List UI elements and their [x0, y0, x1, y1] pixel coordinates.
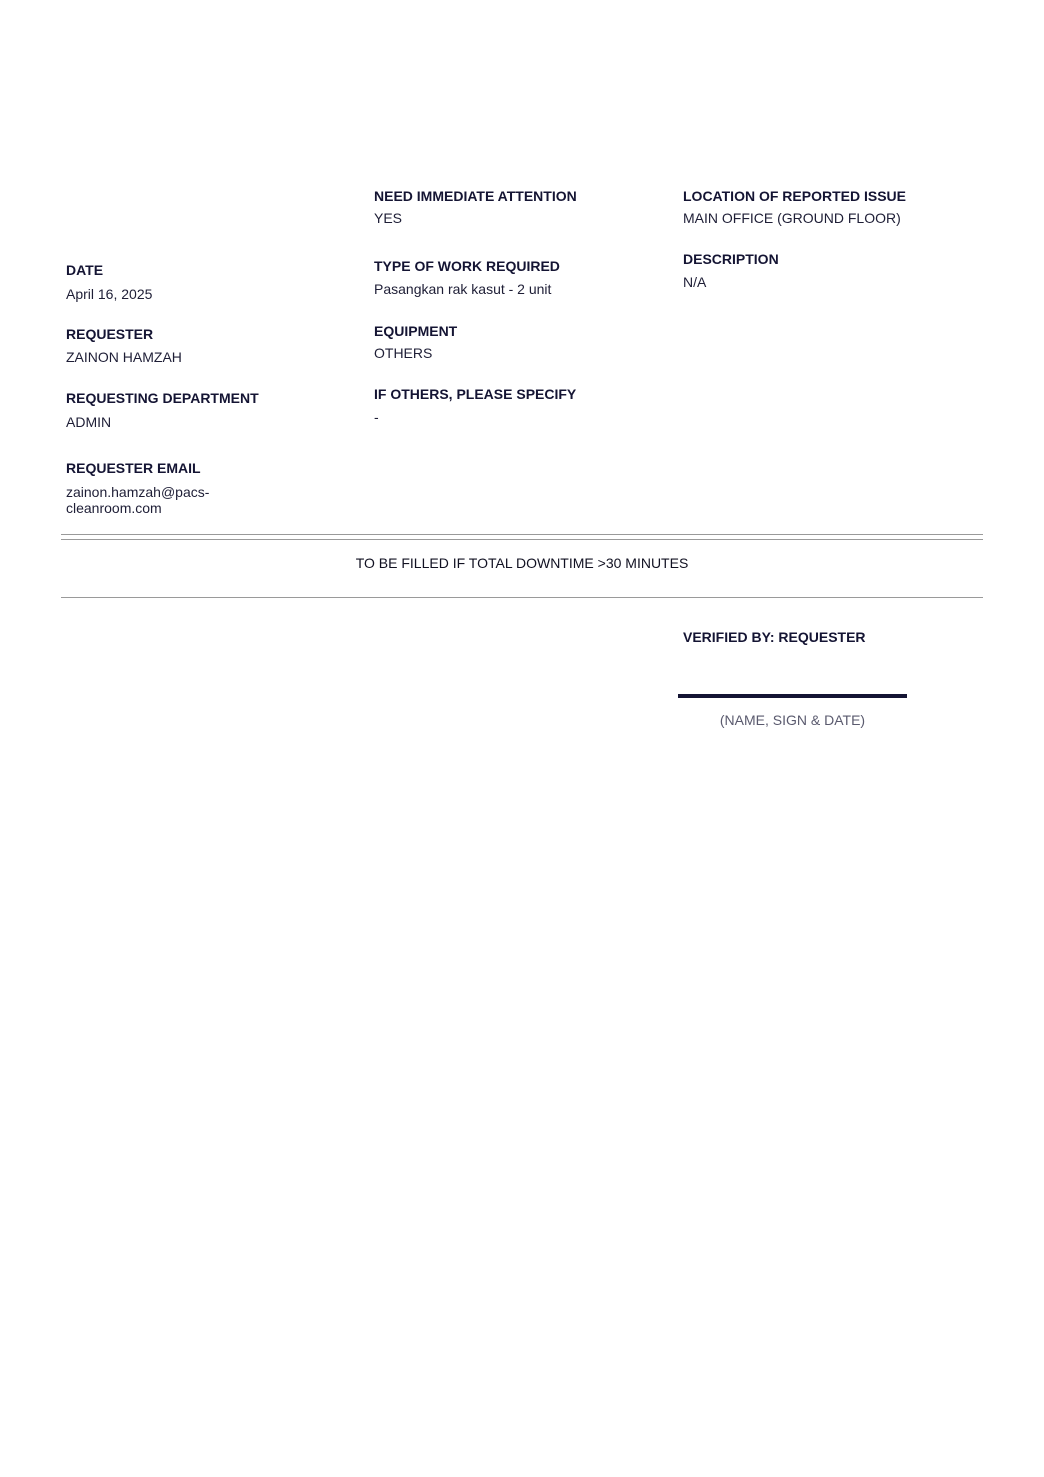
requesting-department-label: REQUESTING DEPARTMENT [66, 390, 259, 406]
divider-top-1 [61, 534, 983, 535]
location-label: LOCATION OF REPORTED ISSUE [683, 188, 906, 204]
equipment-value: OTHERS [374, 345, 433, 361]
if-others-specify-label: IF OTHERS, PLEASE SPECIFY [374, 386, 577, 402]
if-others-specify-value: - [374, 409, 379, 425]
requester-email-label: REQUESTER EMAIL [66, 460, 201, 476]
description-value: N/A [683, 274, 707, 290]
verified-by-label: VERIFIED BY: REQUESTER [683, 629, 866, 645]
description-label: DESCRIPTION [683, 251, 779, 267]
requester-email-line1: zainon.hamzah@pacs- [66, 484, 210, 500]
signature-line [678, 694, 907, 698]
requester-value: ZAINON HAMZAH [66, 349, 182, 365]
need-immediate-attention-value: YES [374, 210, 403, 226]
requester-label: REQUESTER [66, 326, 154, 342]
signature-caption: (NAME, SIGN & DATE) [719, 712, 866, 728]
date-value: April 16, 2025 [66, 286, 153, 302]
downtime-note: TO BE FILLED IF TOTAL DOWNTIME >30 MINUTES [355, 555, 689, 571]
type-of-work-label: TYPE OF WORK REQUIRED [374, 258, 560, 274]
divider-top-2 [61, 539, 983, 540]
equipment-label: EQUIPMENT [374, 323, 458, 339]
type-of-work-value: Pasangkan rak kasut - 2 unit [374, 281, 552, 297]
date-label: DATE [66, 262, 104, 278]
need-immediate-attention-label: NEED IMMEDIATE ATTENTION [374, 188, 577, 204]
location-value: MAIN OFFICE (GROUND FLOOR) [683, 210, 901, 226]
requesting-department-value: ADMIN [66, 414, 112, 430]
divider-bottom [61, 597, 983, 598]
requester-email-line2: cleanroom.com [66, 500, 162, 516]
